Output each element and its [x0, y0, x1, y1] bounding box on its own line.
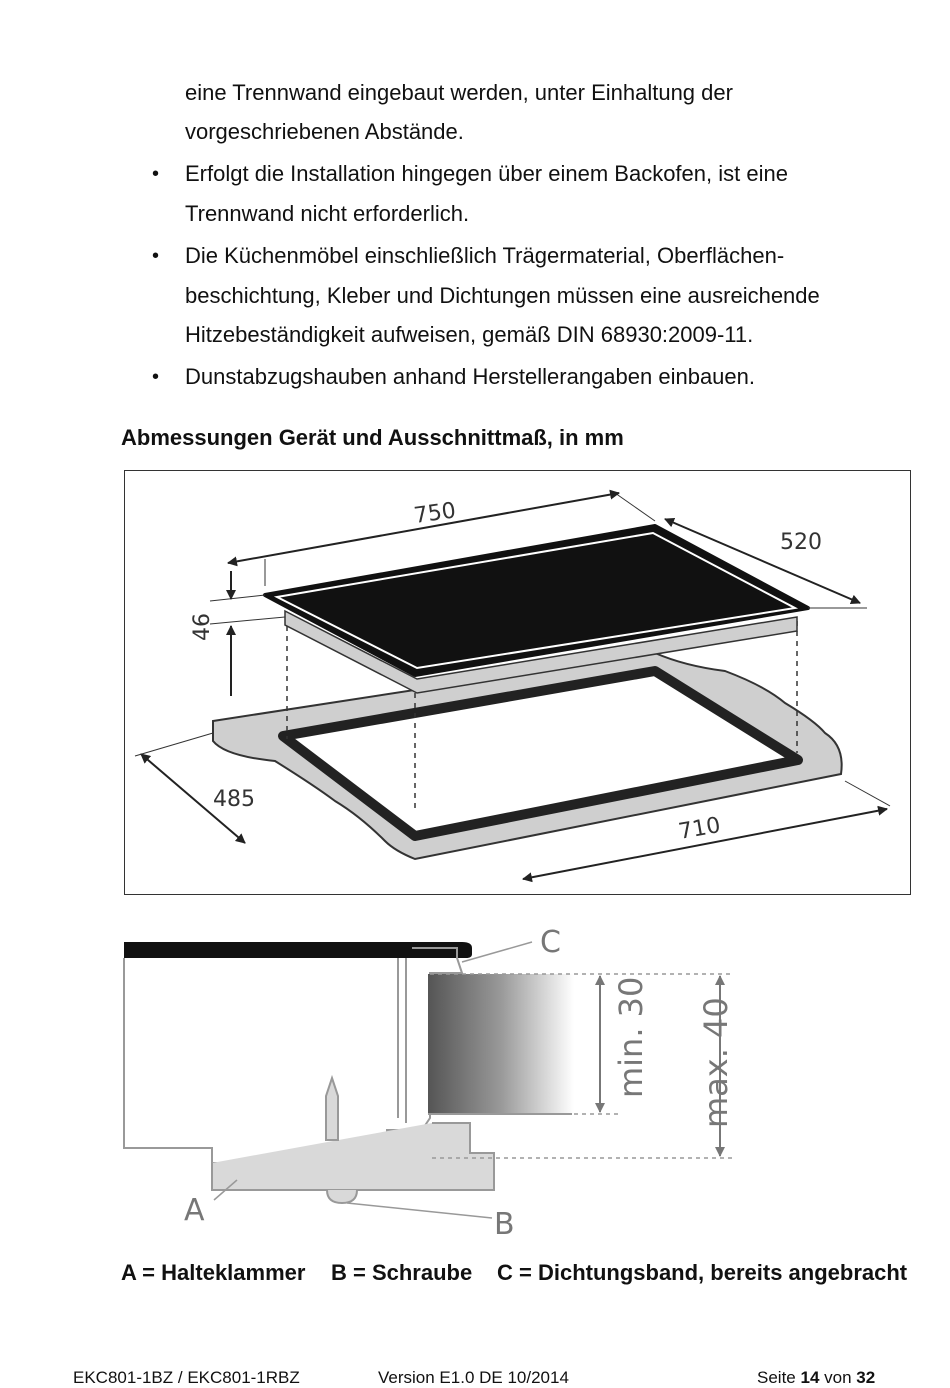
legend-c: C = Dichtungsband, bereits angebracht [497, 1260, 908, 1285]
bullet-marker: • [152, 366, 160, 388]
label-a: A [184, 1193, 205, 1228]
page-total: 32 [856, 1368, 876, 1387]
page-current: 14 [800, 1368, 820, 1387]
bullet-text-line: Trennwand nicht erforderlich. [185, 201, 470, 226]
min-label: min. 30 [612, 976, 650, 1098]
bullet-text-line: Die Küchenmöbel einschließlich Trägermaterial, Oberflächen- [185, 243, 785, 268]
dim-750: 750 [412, 498, 458, 529]
dim-710: 710 [676, 812, 723, 845]
glass-plate [124, 942, 472, 958]
dim-46: 46 [190, 613, 215, 641]
label-c: C [540, 925, 561, 960]
bullet-marker: • [152, 163, 160, 185]
max-label: max. 40 [697, 997, 735, 1128]
screw-pin [326, 1078, 338, 1140]
bullet-text-line: Dunstabzugshauben anhand Herstellerangaben einbauen. [185, 364, 756, 389]
bullet-text-line: Erfolgt die Installation hingegen über einem Backofen, ist eine [185, 161, 788, 186]
body-text-line: eine Trennwand eingebaut werden, unter Einhaltung der [185, 80, 733, 105]
sealing-tape [428, 974, 574, 1114]
bullet-text-line: Hitzebeständigkeit aufweisen, gemäß DIN 68930:2009-11. [185, 322, 754, 347]
footer-version: Version E1.0 DE 10/2014 [378, 1368, 569, 1387]
section-heading: Abmessungen Gerät und Ausschnittmaß, in mm [121, 425, 624, 450]
footer-page [757, 1368, 875, 1388]
holding-clip [212, 1123, 494, 1190]
screw-head [327, 1190, 357, 1203]
hob-cutout-drawing [125, 471, 910, 894]
dim-485: 485 [213, 787, 255, 812]
legend-b: B = Schraube [331, 1260, 473, 1285]
cross-section-figure [122, 918, 737, 1248]
dim-520: 520 [780, 530, 822, 555]
label-b: B [494, 1207, 515, 1242]
dimension-figure [124, 470, 911, 895]
page-middle: von [819, 1368, 857, 1387]
cross-section-drawing [122, 918, 737, 1248]
bullet-marker: • [152, 245, 160, 267]
bullet-text-line: beschichtung, Kleber und Dichtungen müssen eine ausreichende [185, 283, 820, 308]
body-text-line: vorgeschriebenen Abstände. [185, 119, 464, 144]
page-prefix: Seite [757, 1368, 801, 1387]
footer-model: EKC801-1BZ / EKC801-1RBZ [73, 1368, 300, 1387]
legend-a: A = Halteklammer [121, 1260, 306, 1285]
